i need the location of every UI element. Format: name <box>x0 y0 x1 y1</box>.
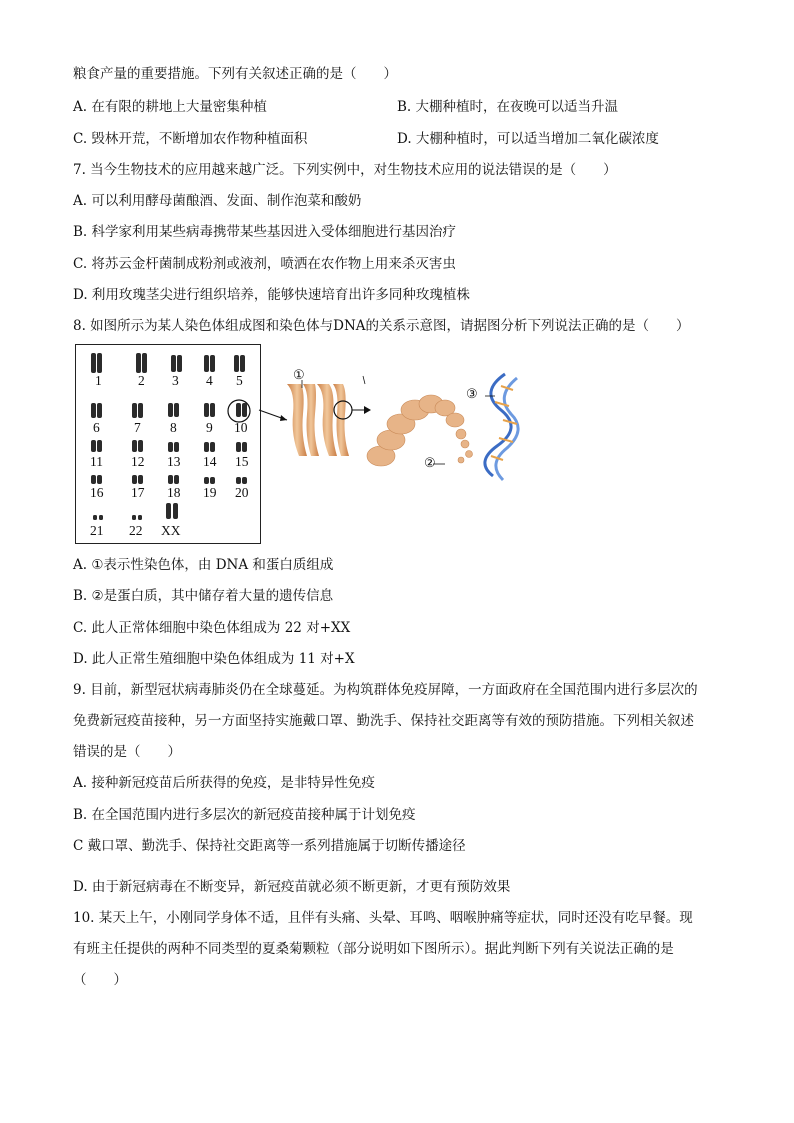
q6-option-c: C. 毁林开荒，不断增加农作物种植面积 <box>73 131 308 147</box>
chromosome-pair-3 <box>171 355 182 372</box>
q8-stem: 8. 如图所示为某人染色体组成图和染色体与DNA的关系示意图，请据图分析下列说法正确的是（ ） <box>73 318 690 334</box>
karyotype-label-17: 17 <box>131 485 145 500</box>
coiled-chromatin-icon <box>367 395 473 466</box>
q8-option-c: C. 此人正常体细胞中染色体组成为 22 对+XX <box>73 620 351 636</box>
karyotype-label-16: 16 <box>90 485 104 500</box>
chromosome-pair-20 <box>236 477 247 484</box>
q7-stem: 7. 当今生物技术的应用越来越广泛。下列实例中，对生物技术应用的说法错误的是（ ） <box>73 162 617 178</box>
karyotype-label-20: 20 <box>235 485 249 500</box>
q9-stem-line-1: 9. 目前，新型冠状病毒肺炎仍在全球蔓延。为构筑群体免疫屏障，一方面政府在全国范围内进行多层次的 <box>73 682 698 698</box>
q8-option-d: D. 此人正常生殖细胞中染色体组成为 11 对+X <box>73 651 355 667</box>
q7-option-d: D. 利用玫瑰茎尖进行组织培养，能够快速培育出许多同种玫瑰植株 <box>73 287 470 303</box>
callout-3: ③ <box>466 387 478 402</box>
q9-option-b: B. 在全国范围内进行多层次的新冠疫苗接种属于计划免疫 <box>73 807 416 823</box>
karyotype-label-8: 8 <box>170 420 177 435</box>
karyotype-label-15: 15 <box>235 454 249 469</box>
q10-stem-line-3: （ ） <box>73 972 127 988</box>
callout-1: ① <box>293 368 305 383</box>
karyotype-chromosomes <box>76 345 262 545</box>
q8-option-a: A. ①表示性染色体，由 DNA 和蛋白质组成 <box>73 557 334 573</box>
q9-option-c: C 戴口罩、勤洗手、保持社交距离等一系列措施属于切断传播途径 <box>73 838 466 854</box>
chromosome-pair-14 <box>204 442 215 452</box>
chromosome-figure <box>75 344 535 548</box>
q8-option-b: B. ②是蛋白质，其中储存着大量的遗传信息 <box>73 588 334 604</box>
q6-stem-tail: 粮食产量的重要措施。下列有关叙述正确的是（ ） <box>73 66 397 82</box>
karyotype-label-12: 12 <box>131 454 145 469</box>
dna-double-helix-icon <box>485 374 518 480</box>
karyotype-label-1: 1 <box>95 373 102 388</box>
chromosome-pair-5 <box>234 355 245 372</box>
karyotype-panel <box>75 344 261 544</box>
chromosome-pair-13 <box>168 442 179 452</box>
chromosome-pair-xx <box>166 503 178 519</box>
karyotype-label-10: 10 <box>234 420 248 435</box>
karyotype-label-18: 18 <box>167 485 181 500</box>
karyotype-label-xx: XX <box>161 523 181 538</box>
q7-option-b: B. 科学家利用某些病毒携带某些基因进入受体细胞进行基因治疗 <box>73 224 457 240</box>
karyotype-label-5: 5 <box>236 373 243 388</box>
q9-stem-line-2: 免费新冠疫苗接种，另一方面坚持实施戴口罩、勤洗手、保持社交距离等有效的预防措施。下列相关叙述 <box>73 713 694 729</box>
q7-option-a: A. 可以利用酵母菌酿酒、发面、制作泡菜和酸奶 <box>73 193 362 209</box>
chromosome-pair-8 <box>168 403 179 417</box>
karyotype-label-13: 13 <box>167 454 181 469</box>
q6-option-b: B. 大棚种植时，在夜晚可以适当升温 <box>397 99 619 115</box>
karyotype-label-2: 2 <box>138 373 145 388</box>
karyotype-label-3: 3 <box>172 373 179 388</box>
chromosome-pair-22 <box>132 515 142 520</box>
chromosome-pair-19 <box>204 477 215 484</box>
q10-stem-line-1: 10. 某天上午，小刚同学身体不适，且伴有头痛、头晕、耳鸣、咽喉肿痛等症状，同时还没有吃早餐。现 <box>73 910 693 926</box>
chromosome-pair-6 <box>91 403 102 418</box>
karyotype-label-19: 19 <box>203 485 217 500</box>
q9-option-d: D. 由于新冠病毒在不断变异，新冠疫苗就必须不断更新，才更有预防效果 <box>73 879 511 895</box>
q10-stem-line-2: 有班主任提供的两种不同类型的夏桑菊颗粒（部分说明如下图所示）。据此判断下列有关说法正确的是 <box>73 941 674 957</box>
q9-option-a: A. 接种新冠疫苗后所获得的免疫，是非特异性免疫 <box>73 775 375 791</box>
karyotype-label-7: 7 <box>134 420 141 435</box>
karyotype-label-21: 21 <box>90 523 104 538</box>
q9-stem-line-3: 错误的是（ ） <box>73 744 181 760</box>
chromosome-pair-2 <box>136 353 147 373</box>
chromosome-pair-11 <box>91 440 102 452</box>
chromosome-pair-10 <box>236 403 247 417</box>
karyotype-label-4: 4 <box>206 373 213 388</box>
karyotype-label-22: 22 <box>129 523 143 538</box>
chromosome-pair-9 <box>204 403 215 417</box>
q6-option-d: D. 大棚种植时，可以适当增加二氧化碳浓度 <box>397 131 659 147</box>
callout-2: ② <box>424 456 436 471</box>
chromosome-pair-12 <box>132 440 143 452</box>
chromosome-pair-1 <box>91 353 102 373</box>
chromosome-pair-21 <box>93 515 103 520</box>
karyotype-label-11: 11 <box>90 454 103 469</box>
chromosome-pair-15 <box>236 442 247 452</box>
chromosome-pair-4 <box>204 355 215 372</box>
chromosome-pair-17 <box>132 475 143 484</box>
chromosome-pair-16 <box>91 475 102 484</box>
enlarged-chromosome-icon <box>287 384 349 456</box>
q6-option-a: A. 在有限的耕地上大量密集种植 <box>73 99 267 115</box>
chromosome-pair-18 <box>168 475 179 484</box>
chromosome-pair-7 <box>132 403 143 418</box>
karyotype-label-9: 9 <box>206 420 213 435</box>
q7-option-c: C. 将苏云金杆菌制成粉剂或液剂，喷洒在农作物上用来杀灭害虫 <box>73 256 456 272</box>
karyotype-label-6: 6 <box>93 420 100 435</box>
karyotype-label-14: 14 <box>203 454 217 469</box>
